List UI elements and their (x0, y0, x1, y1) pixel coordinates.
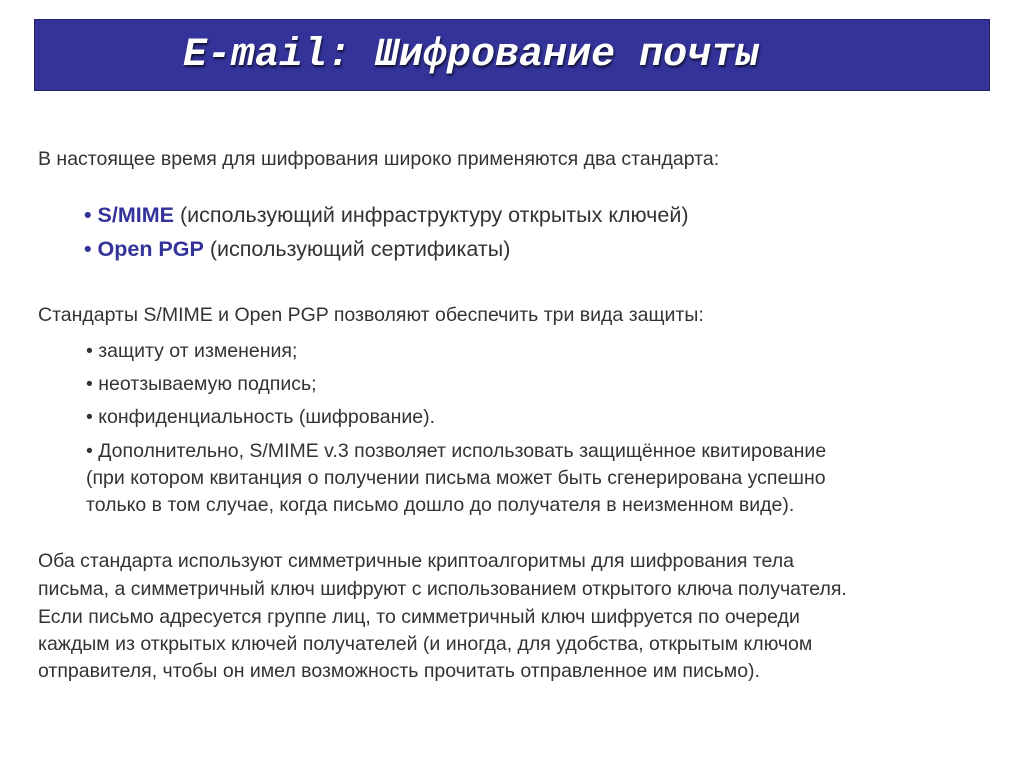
summary-line: Оба стандарта используют симметричные криптоалгоритмы для шифрования тела (38, 550, 794, 572)
list-item: • защиту от изменения; (86, 340, 298, 362)
bullet-icon: • (84, 203, 92, 227)
summary-line: письма, а симметричный ключ шифруют с использованием открытого ключа получателя. (38, 578, 847, 600)
standard-desc: (использующий инфраструктуру открытых ключей) (173, 203, 689, 227)
standard-name: Open PGP (97, 237, 204, 261)
title-bar (34, 19, 990, 91)
list-item: • неотзываемую подпись; (86, 373, 317, 395)
list-item: • конфиденциальность (шифрование). (86, 406, 436, 428)
standard-desc: (использующий сертификаты) (203, 237, 511, 261)
summary-line: отправителя, чтобы он имел возможность прочитать отправленное им письмо). (38, 660, 760, 682)
standard-item-smime (84, 202, 689, 228)
protection-intro: Стандарты S/MIME и Open PGP позволяют обеспечить три вида защиты: (38, 304, 704, 326)
standard-item-openpgp (84, 236, 510, 262)
summary-line: каждым из открытых ключей получателей (и иногда, для удобства, открытым ключом (38, 633, 813, 655)
standard-name: S/MIME (97, 203, 174, 227)
intro-text: В настоящее время для шифрования широко применяются два стандарта: (38, 148, 720, 170)
page-title: E-mail: Шифрование почты (183, 33, 760, 78)
summary-line: Если письмо адресуется группе лиц, то симметричный ключ шифруется по очереди (38, 606, 800, 628)
list-item-continuation: (при котором квитанция о получении письма может быть сгенерирована успешно (86, 467, 826, 489)
list-item-continuation: только в том случае, когда письмо дошло до получателя в неизменном виде). (86, 494, 795, 516)
list-item: • Дополнительно, S/MIME v.3 позволяет использовать защищённое квитирование (86, 440, 827, 462)
bullet-icon: • (84, 237, 92, 261)
